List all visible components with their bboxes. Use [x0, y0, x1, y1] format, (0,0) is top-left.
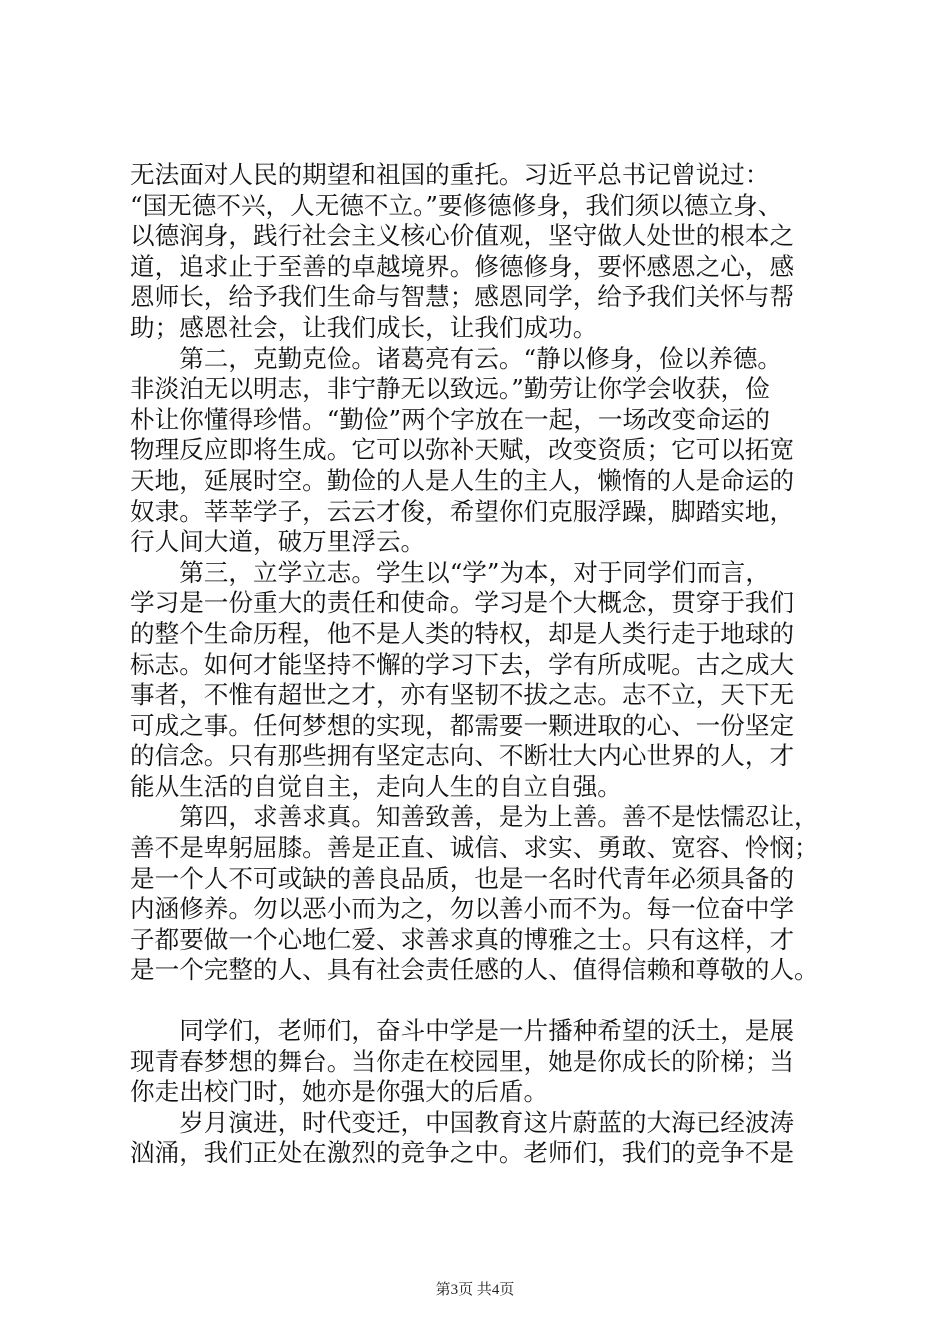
text-line: 物理反应即将生成。它可以弥补天赋，改变资质；它可以拓宽 [130, 435, 795, 465]
text-line: 岁月演进，时代变迁，中国教育这片蔚蓝的大海已经波涛 [130, 1107, 795, 1137]
text-line: 第四，求善求真。知善致善，是为上善。善不是怯懦忍让， [130, 802, 819, 832]
text-line: 可成之事。任何梦想的实现，都需要一颗进取的心、一份坚定 [130, 710, 795, 740]
text-line: 标志。如何才能坚持不懈的学习下去，学有所成呢。古之成大 [130, 649, 795, 679]
text-line: 同学们，老师们，奋斗中学是一片播种希望的沃土，是展 [130, 1016, 795, 1046]
text-line: 汹涌，我们正处在激烈的竞争之中。老师们，我们的竞争不是 [130, 1138, 795, 1168]
text-line: 现青春梦想的舞台。当你走在校园里，她是你成长的阶梯；当 [130, 1046, 795, 1076]
text-line: 行人间大道，破万里浮云。 [130, 527, 426, 557]
text-line: 助；感恩社会，让我们成长，让我们成功。 [130, 312, 598, 342]
section-school [130, 1016, 860, 1169]
text-line: 以德润身，践行社会主义核心价值观，坚守做人处世的根本之 [130, 221, 795, 251]
text-line: 第三，立学立志。学生以“学”为本，对于同学们而言， [130, 557, 770, 587]
text-line: 第二，克勤克俭。诸葛亮有云。“静以修身，俭以养德。 [130, 343, 783, 373]
text-line: 学习是一份重大的责任和使命。学习是个大概念，贯穿于我们 [130, 588, 795, 618]
text-line: “国无德不兴，人无德不立。”要修德修身，我们须以德立身、 [130, 190, 783, 220]
text-line: 你走出校门时，她亦是你强大的后盾。 [130, 1077, 549, 1107]
text-line: 的信念。只有那些拥有坚定志向、不断壮大内心世界的人，才 [130, 741, 795, 771]
text-line: 是一个完整的人、具有社会责任感的人、值得信赖和尊敬的人。 [130, 955, 819, 985]
text-line: 善不是卑躬屈膝。善是正直、诚信、求实、勇敢、宽容、怜悯； [130, 833, 819, 863]
page-number-footer: 第3页 共4页 [435, 1282, 515, 1298]
section-virtues [130, 160, 860, 986]
text-line: 恩师长，给予我们生命与智慧；感恩同学，给予我们关怀与帮 [130, 282, 795, 312]
text-line: 子都要做一个心地仁爱、求善求真的博雅之士。只有这样，才 [130, 924, 795, 954]
text-line: 事者，不惟有超世之才，亦有坚韧不拔之志。志不立，天下无 [130, 680, 795, 710]
text-line: 无法面对人民的期望和祖国的重托。习近平总书记曾说过： [130, 160, 770, 189]
text-line: 非淡泊无以明志，非宁静无以致远。”勤劳让你学会收获，俭 [130, 374, 770, 404]
text-line: 天地，延展时空。勤俭的人是人生的主人，懒惰的人是命运的 [130, 465, 795, 495]
text-line: 道，追求止于至善的卓越境界。修德修身，要怀感恩之心，感 [130, 251, 795, 281]
text-line: 能从生活的自觉自主，走向人生的自立自强。 [130, 771, 622, 801]
text-line: 是一个人不可或缺的善良品质，也是一名时代青年必须具备的 [130, 863, 795, 893]
document-body [130, 160, 860, 1169]
text-line: 内涵修养。勿以恶小而为之，勿以善小而不为。每一位奋中学 [130, 894, 795, 924]
text-line: 朴让你懂得珍惜。“勤俭”两个字放在一起，一场改变命运的 [130, 404, 770, 434]
text-line: 的整个生命历程，他不是人类的特权，却是人类行走于地球的 [130, 618, 795, 648]
paragraph-gap [130, 986, 860, 1016]
text-line: 奴隶。莘莘学子，云云才俊，希望你们克服浮躁，脚踏实地， [130, 496, 795, 526]
